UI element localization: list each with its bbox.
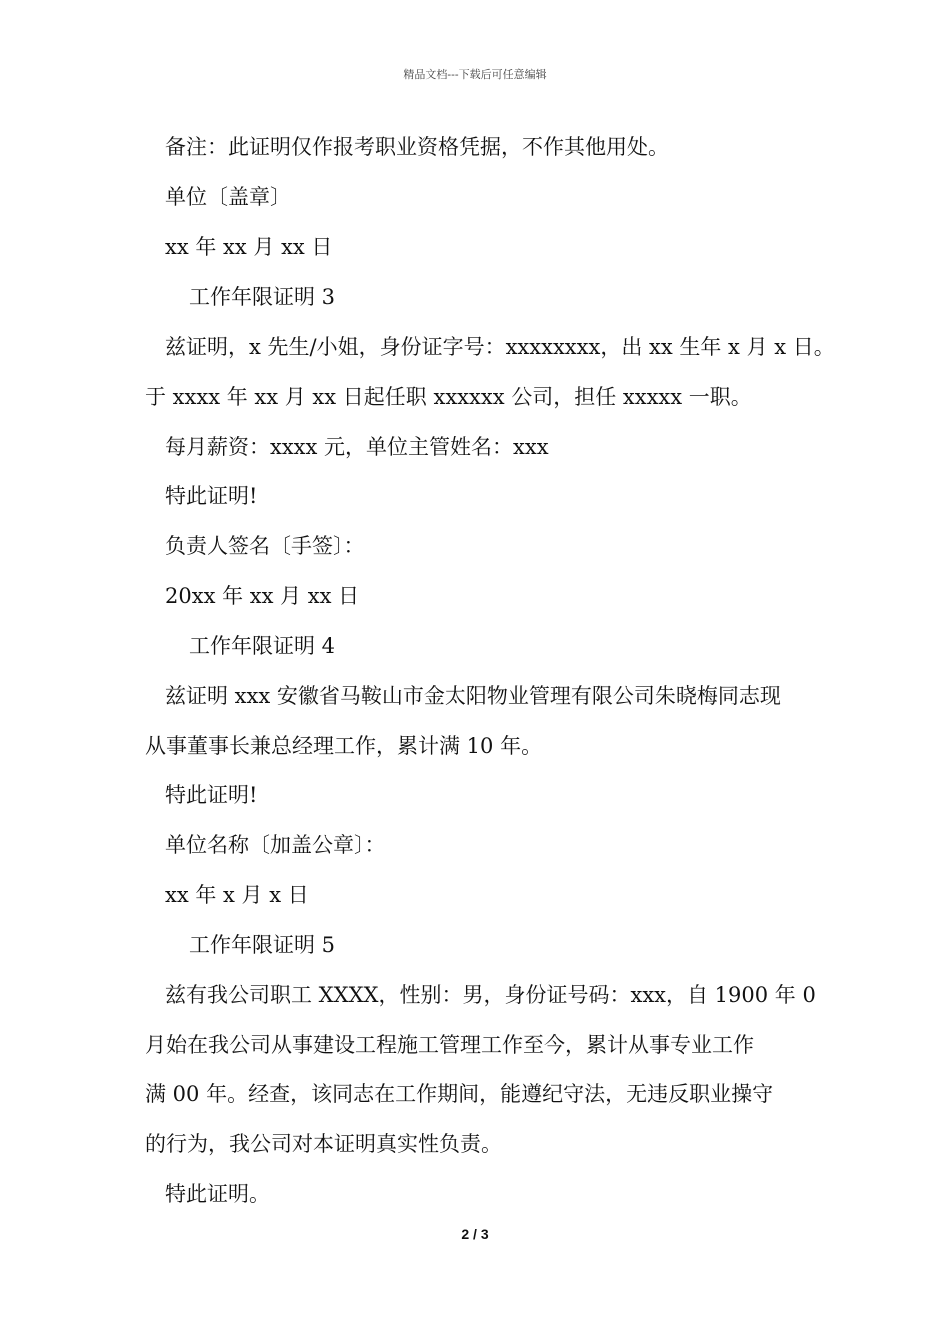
paragraph-line: 兹证明 xxx 安徽省马鞍山市金太阳物业管理有限公司朱晓梅同志现	[165, 684, 781, 708]
page-number: 2 / 3	[461, 1226, 489, 1242]
section-title-5: 工作年限证明 5	[189, 933, 336, 957]
paragraph-line: 兹证明，x 先生/小姐，身份证字号：xxxxxxxx，出 xx 生年 x 月 x 日。	[165, 335, 835, 359]
paragraph-line: 满 00 年。经查，该同志在工作期间，能遵纪守法，无违反职业操守	[145, 1082, 774, 1106]
date-line: 20xx 年 xx 月 xx 日	[165, 584, 360, 608]
section-title-3: 工作年限证明 3	[189, 285, 336, 309]
paragraph-line: 于 xxxx 年 xx 月 xx 日起任职 xxxxxx 公司，担任 xxxxx 一职。	[145, 385, 752, 409]
certify-line: 特此证明。	[165, 1182, 270, 1206]
section-title-4: 工作年限证明 4	[189, 634, 336, 658]
unit-seal-line: 单位〔盖章〕	[165, 185, 291, 209]
certify-line: 特此证明!	[165, 484, 258, 508]
paragraph-line: 月始在我公司从事建设工程施工管理工作至今，累计从事专业工作	[145, 1033, 754, 1057]
paragraph-line: 兹有我公司职工 XXXX，性别：男，身份证号码：xxx，自 1900 年 0	[165, 983, 816, 1007]
unit-name-line: 单位名称〔加盖公章〕：	[165, 833, 386, 857]
page-header: 精品文档---下载后可任意编辑	[403, 68, 547, 81]
salary-line: 每月薪资：xxxx 元，单位主管姓名：xxx	[165, 435, 549, 459]
note-line: 备注：此证明仅作报考职业资格凭据，不作其他用处。	[165, 135, 669, 159]
signature-line: 负责人签名〔手签〕：	[165, 534, 365, 558]
paragraph-line: 从事董事长兼总经理工作，累计满 10 年。	[145, 734, 543, 758]
date-line: xx 年 xx 月 xx 日	[165, 235, 333, 259]
certify-line: 特此证明!	[165, 783, 258, 807]
date-line: xx 年 x 月 x 日	[165, 883, 309, 907]
paragraph-line: 的行为，我公司对本证明真实性负责。	[145, 1132, 502, 1156]
